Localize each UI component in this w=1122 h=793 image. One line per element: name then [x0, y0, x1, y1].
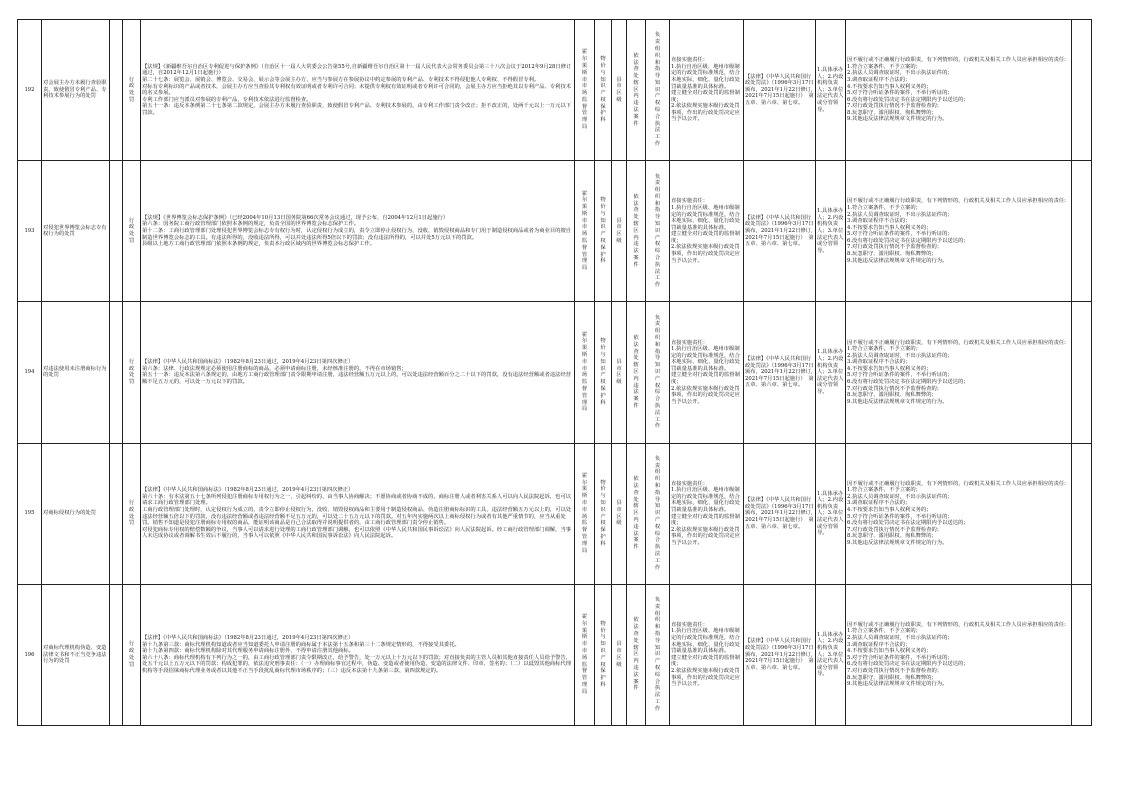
- implementing-agency: 霍尔果斯市市场监督管理局: [575, 443, 595, 584]
- responsible-unit: 物价与知识产权保护科: [595, 584, 612, 725]
- procedure-law: 【法律】《中华人民共和国行政处罚法》（1996年3月17日颁布，2021年1月22日修订,2021年7月15日起施行） 第五章、第六章、第七章。: [744, 443, 816, 584]
- liab-line: 1.符合立案条件，不予立案的；: [847, 487, 921, 494]
- item-type: 行政处罚: [123, 20, 141, 161]
- liab-line: 5.对于符合听证条件的案件，不举行听证的；: [847, 513, 953, 520]
- empty-cell: [1072, 161, 1092, 302]
- enforcement-scope: 依法查处辖区内违法案件: [627, 443, 646, 584]
- liab-line: 9.其他违反法律法规规章文件规定的行为。: [847, 116, 948, 123]
- basis-line: 第五十一条：违反本条例第二十七条第二款规定，会展主办方未履行查验职责，致使假冒专利产品、专利技术参展的，由专利工作部门责令改正；拒不改正的，处两千元以上一万元以下罚款。: [142, 103, 572, 116]
- proc-line: 建立健全对行政处罚的监督制度；: [671, 513, 740, 527]
- item-name: 对违法使用未注册商标行为的处罚: [42, 302, 110, 443]
- basis-line: 对侵犯商标专用权的赔偿数额的争议，当事人可以请求进行处理的工商行政管理部门调解，也可以依照《中华人民共和国民事诉讼法》向人民法院起诉。经工商行政管理部门调解，当事人未达成协议或者调解书生效后不履行的，当事人可以依照《中华人民共和国民事诉讼法》向人民法院起诉。: [142, 526, 572, 540]
- proc-line: 1.执行自治区级、地州市级制定的行政处罚标准规范，结合本地实际，细化、量化行政处罚裁量基准的具体标准。: [671, 487, 740, 514]
- basis-line: 县级以上地方工商行政管理部门依照本条例的规定，负责本行政区域内的世界博览会标志保护工作。: [142, 241, 376, 248]
- enforcement-scope: 依法查处辖区内违法案件: [627, 302, 646, 443]
- basis-line: 第五十一条：违反本法第六条规定的，由地方工商行政管理部门责令限期申请注册，违法经营额五万元以上的，可以处违法经营额百分之二十以下的罚款，没有违法经营额或者违法经营额不足五万元的，可以处一万元以下的罚款。: [142, 372, 572, 386]
- liab-line: 8.玩忽职守、滥用职权、徇私舞弊的；: [847, 674, 937, 681]
- liab-line: 5.对于符合听证条件的案件，不举行听证的；: [847, 654, 953, 661]
- enforcement-scope: 依法查处辖区内违法案件: [627, 161, 646, 302]
- proc-line: 2.依法依规实施本级行政处罚事项，作出的行政处罚决定应当予以公开。: [671, 526, 740, 547]
- empty-cell: [110, 584, 123, 725]
- liab-line: 7.对行政处罚执行情况不予监督检查的；: [847, 103, 943, 110]
- table-row: [18, 302, 1092, 443]
- liab-line: 7.对行政处罚执行情况不予监督检查的；: [847, 244, 943, 251]
- basis-line: 【法规】《世界博览会标志保护条例》（已经2004年10月13日国务院第66次常务会议通过，现予公布，自2004年12月1日起施行）: [142, 214, 449, 221]
- basis-line: 【法律】《中华人民共和国商标法》（1982年8月23日通过，2019年4月23日第四次修正）: [142, 635, 354, 642]
- empty-cell: [1072, 443, 1092, 584]
- liab-line: 3.调查取证程序不合法的；: [847, 218, 911, 225]
- basis-line: 第十九条第四款：商标代理机构除对其代理服务申请商标注册外，不得申请注册其他商标。: [142, 648, 354, 655]
- basis-line: 工商行政管理部门处理时，认定侵权行为成立的，责令立即停止侵权行为，没收、销毁侵权商品和主要用于制造侵权商品、伪造注册商标标识的工具，违法经营额五万元以上的，可以处违法经营额五倍以下的罚款，没有违法经营额或者违法经营额不足五万元的，可以处二十五万元以下的罚款。对五年内实施两次以上商标侵权行为或者有其他严重情节的，应当从重处罚。销售不知道是侵犯注册商标专用权的商品，能证明该商品是自己合法取得并说明提供者的，由工商行政管理部门责令停止销售。: [142, 507, 572, 527]
- responsibility-items: [670, 161, 744, 302]
- proc-line: 直接实施责任：: [671, 621, 709, 628]
- liability-list: [846, 20, 1072, 161]
- implementing-agency: 霍尔果斯市市场监督管理局: [575, 584, 595, 725]
- liab-line: 1.符合立案条件，不予立案的；: [847, 628, 921, 635]
- liab-line: 4.不按要求告知当事人权利义务的；: [847, 224, 932, 231]
- liab-line: 4.不按要求告知当事人权利义务的；: [847, 648, 932, 655]
- item-type: 行政处罚: [123, 584, 141, 725]
- item-name: 对商标侵权行为的处罚: [42, 443, 110, 584]
- responsible-persons: 1.具体承办人；2.内设机构负责人；3.单位法定代表人或分管领导。: [816, 584, 846, 725]
- admin-level: 县市区级: [612, 20, 627, 161]
- liab-line: 6.没有将行政处罚决定书在法定期限内予以送达的；: [847, 96, 969, 103]
- admin-level: 县市区级: [612, 584, 627, 725]
- liab-line: 7.对行政处罚执行情况不予监督检查的；: [847, 668, 943, 675]
- proc-line: 直接实施责任：: [671, 480, 709, 487]
- proc-line: 2.依法依规实施本级行政处罚事项，作出的行政处罚决定应当予以公开。: [671, 244, 740, 264]
- liab-line: 2.执法人员调查取证时，不出示执法证件的；: [847, 635, 953, 642]
- proc-line: 建立健全对行政处罚的监督制度；: [671, 372, 740, 386]
- duty-description: 负责组织和指导知识产权综合执法工作: [646, 443, 670, 584]
- responsible-unit: 物价与知识产权保护科: [595, 20, 612, 161]
- empty-cell: [110, 20, 123, 161]
- liab-line: 6.没有将行政处罚决定书在法定期限内予以送达的；: [847, 520, 969, 527]
- table-row: [18, 584, 1092, 725]
- row-number: 193: [18, 161, 42, 302]
- enforcement-scope: 依法查处辖区内违法案件: [627, 20, 646, 161]
- basis-line: 【法律】《中华人民共和国商标法》（1982年8月23日通过，2019年4月23日第四次修正）: [142, 359, 354, 366]
- implementing-agency: 霍尔果斯市市场监督管理局: [575, 161, 595, 302]
- item-name: 对商标代理机构伪造、变造法律文书和不正当竞争违法行为的处罚: [42, 584, 110, 725]
- liab-line: 因不履行或不正确履行行政职责，有下列情形的，行政机关及相关工作人员应承担相应的责任:: [847, 621, 1066, 628]
- responsible-persons: 1.具体承办人；2.内设机构负责人；3.单位法定代表人或分管领导。: [816, 302, 846, 443]
- liab-line: 8.玩忽职守、滥用职权、徇私舞弊的；: [847, 109, 937, 116]
- liab-line: 9.其他违反法律法规规章文件规定的行为。: [847, 257, 948, 264]
- duty-description: 负责组织和指导知识产权综合执法工作: [646, 584, 670, 725]
- liab-line: 2.执法人员调查取证时，不出示执法证件的；: [847, 493, 953, 500]
- proc-line: 2.依法依规实施本级行政处罚事项，作出的行政处罚决定应当予以公开。: [671, 103, 740, 123]
- table-row: [18, 20, 1092, 161]
- admin-level: 县市区级: [612, 161, 627, 302]
- proc-line: 1.执行自治区级、地州市级制定的行政处罚标准规范，结合本地实际，细化、量化行政处罚裁量基准的具体标准。: [671, 628, 740, 655]
- responsible-persons: 1.具体承办人；2.内设机构负责人；3.单位法定代表人或分管领导。: [816, 161, 846, 302]
- liab-line: 8.玩忽职守、滥用职权、徇私舞弊的；: [847, 392, 937, 399]
- item-name: 对会展主办方未履行查验职责，致使假冒专利产品、专利技术参展行为的处罚: [42, 20, 110, 161]
- proc-line: 1.执行自治区级、地州市级制定的行政处罚标准规范，结合本地实际，细化、量化行政处罚裁量基准的具体标准。: [671, 63, 740, 90]
- procedure-law: 【法律】《中华人民共和国行政处罚法》（1996年3月17日颁布，2021年1月22日修订,2021年7月15日起施行） 第五章、第六章、第七章。: [744, 161, 816, 302]
- liab-line: 9.其他违反法律法规规章文件规定的行为。: [847, 540, 948, 547]
- liab-line: 4.不按要求告知当事人权利义务的；: [847, 507, 932, 514]
- row-number: 194: [18, 302, 42, 443]
- empty-cell: [110, 302, 123, 443]
- row-number: 195: [18, 443, 42, 584]
- row-number: 196: [18, 584, 42, 725]
- responsibility-items: [670, 443, 744, 584]
- basis-line: 【法规】《新疆维吾尔自治区专利促进与保护条例》（自治区十一届人大常委会公告第55号,自新疆维吾尔自治区第十一届人民代表大会常务委员会第三十八次会议于2012年9月28日修订通过，自2012年12月1日起施行）: [142, 63, 572, 77]
- proc-line: 2.依法依规实施本级行政处罚事项，作出的行政处罚决定应当予以公开。: [671, 668, 740, 688]
- liab-line: 2.执法人员调查取证时，不出示执法证件的；: [847, 70, 953, 77]
- duty-description: 负责组织和指导知识产权综合执法工作: [646, 302, 670, 443]
- liability-list: [846, 302, 1072, 443]
- liab-line: 3.调查取证程序不合法的；: [847, 76, 911, 83]
- table-row: [18, 443, 1092, 584]
- liab-line: 因不履行或不正确履行行政职责，有下列情形的，行政机关及相关工作人员应承担相应的责任:: [847, 339, 1066, 346]
- liab-line: 6.没有将行政处罚决定书在法定期限内予以送达的；: [847, 379, 969, 386]
- row-number: 192: [18, 20, 42, 161]
- responsibility-items: [670, 20, 744, 161]
- procedure-law: 【法律】《中华人民共和国行政处罚法》（1996年3月17日颁布，2021年1月22日修订,2021年7月15日起施行） 第五章、第六章、第七章。: [744, 20, 816, 161]
- basis-line: 第六十八条：商标代理机构有下列行为之一的，由工商行政管理部门责令限期改正，给予警告，处一万元以上十万元以下的罚款；对直接负责的主管人员和其他直接责任人员给予警告，处五千元以上五万元以下的罚款；构成犯罪的，依法追究刑事责任：（一）办理商标事宜过程中，伪造、变造或者使用伪造、变造的法律文件、印章、签名的；（二）以诋毁其他商标代理机构等手段招徕商标代理业务或者以其他不正当手段扰乱商标代理市场秩序的；（三）违反本法第十九条第三款、第四款规定的。: [142, 654, 572, 675]
- basis-line: 第十二条：工商行政管理部门处理侵犯世界博览会标志专有权行为时，认定侵权行为成立的，责令立即停止侵权行为，没收、销毁侵权商品和专门用于制造侵权商品或者为商业目的擅自制造世界博览会标志的工具。有违法所得的，没收违法所得，可以并处违法所得5倍以下的罚款；没有违法所得的，可以并处5万元以下的罚款。: [142, 227, 572, 241]
- liab-line: 7.对行政处罚执行情况不予监督检查的；: [847, 385, 943, 392]
- admin-level: 县市区级: [612, 443, 627, 584]
- liab-line: 4.不按要求告知当事人权利义务的；: [847, 365, 932, 372]
- liab-line: 9.其他违反法律法规规章文件规定的行为。: [847, 398, 948, 405]
- liability-list: [846, 443, 1072, 584]
- proc-line: 建立健全对行政处罚的监督制度；: [671, 231, 740, 244]
- liab-line: 2.执法人员调查取证时，不出示执法证件的；: [847, 211, 953, 218]
- power-list-table: [17, 19, 1092, 726]
- basis-line: 第六条：法律、行政法规规定必须使用注册商标的商品，必须申请商标注册，未经核准注册的，不得在市场销售；: [142, 365, 407, 372]
- liab-line: 5.对于符合听证条件的案件，不举行听证的；: [847, 231, 953, 238]
- liab-line: 3.调查取证程序不合法的；: [847, 641, 911, 648]
- liab-line: 7.对行政处罚执行情况不予监督检查的；: [847, 526, 943, 533]
- liab-line: 8.玩忽职守、滥用职权、徇私舞弊的；: [847, 251, 937, 258]
- basis-line: 专利工作部门应当派员对参展的专利产品、专利技术依法进行监督检查。: [142, 96, 312, 103]
- liab-line: 因不履行或不正确履行行政职责，有下列情形的，行政机关及相关工作人员应承担相应的责任:: [847, 198, 1066, 205]
- enforcement-scope: 依法查处辖区内违法案件: [627, 584, 646, 725]
- implementing-agency: 霍尔果斯市市场监督管理局: [575, 20, 595, 161]
- basis-line: 第六条：国务院工商行政管理部门依照本条例的规定，负责全国的世界博览会标志保护工作。: [142, 221, 360, 228]
- liability-list: [846, 584, 1072, 725]
- proc-line: 1.执行自治区级、地州市级制定的行政处罚标准规范，结合本地实际，细化、量化行政处罚裁量基准的具体标准。: [671, 346, 740, 372]
- liab-line: 因不履行或不正确履行行政职责，有下列情形的，行政机关及相关工作人员应承担相应的责任:: [847, 57, 1066, 64]
- duty-description: 负责组织和指导知识产权综合执法工作: [646, 161, 670, 302]
- admin-level: 县市区级: [612, 302, 627, 443]
- liability-list: [846, 161, 1072, 302]
- basis-line: 第二十七条：展览会、展销会、博览会、交易会、展示会等会展主办方，应当与参展方在参展协议中约定参展的专利产品、专利技术不得侵犯他人专利权、不得假冒专利。: [142, 76, 540, 83]
- liab-line: 6.没有将行政处罚决定书在法定期限内予以送达的；: [847, 661, 969, 668]
- legal-basis: [141, 584, 575, 725]
- liab-line: 5.对于符合听证条件的案件，不举行听证的；: [847, 372, 953, 379]
- item-type: 行政处罚: [123, 161, 141, 302]
- empty-cell: [110, 161, 123, 302]
- proc-line: 2.依法依规实施本级行政处罚事项，作出的行政处罚决定应当予以公开。: [671, 385, 740, 405]
- basis-line: 【法律】《中华人民共和国商标法》（1982年8月23日通过，2019年4月23日第四次修正）: [142, 487, 354, 494]
- liab-line: 1.符合立案条件，不予立案的；: [847, 204, 921, 211]
- liab-line: 3.调查取证程序不合法的；: [847, 500, 911, 507]
- legal-basis: [141, 302, 575, 443]
- proc-line: 建立健全对行政处罚的监督制度；: [671, 654, 740, 668]
- basis-line: 对标有专利标识的产品或者技术，会展主办方应当查验其专利权有效证明或者专利许可合同；未提供专利权有效证明或者专利许可合同的，会展主办方应当拒绝其以专利产品、专利技术的名义参展。: [142, 83, 572, 97]
- liab-line: 1.符合立案条件，不予立案的；: [847, 346, 921, 353]
- liab-line: 2.执法人员调查取证时，不出示执法证件的；: [847, 352, 953, 359]
- liab-line: 4.不按要求告知当事人权利义务的；: [847, 83, 932, 90]
- item-type: 行政处罚: [123, 302, 141, 443]
- responsibility-items: [670, 584, 744, 725]
- legal-basis: [141, 443, 575, 584]
- responsible-persons: 1.具体承办人；2.内设机构负责人；3.单位法定代表人或分管领导。: [816, 20, 846, 161]
- duty-description: 负责组织和指导知识产权综合执法工作: [646, 20, 670, 161]
- procedure-law: 【法律】《中华人民共和国行政处罚法》（1996年3月17日颁布，2021年1月22日修订,2021年7月15日起施行） 第五章、第六章、第七章。: [744, 584, 816, 725]
- procedure-law: 【法律】《中华人民共和国行政处罚法》（1996年3月17日颁布，2021年1月22日修订,2021年7月15日起施行） 第五章、第六章、第七章。: [744, 302, 816, 443]
- proc-line: 直接实施责任：: [671, 339, 709, 346]
- liab-line: 9.其他违反法律法规规章文件规定的行为。: [847, 681, 948, 688]
- liab-line: 6.没有将行政处罚决定书在法定期限内予以送达的；: [847, 237, 969, 244]
- proc-line: 直接实施责任：: [671, 198, 709, 205]
- liab-line: 1.符合立案条件，不予立案的；: [847, 63, 921, 70]
- basis-line: 第十九条第三款：商标代理机构知道或者应当知道委托人申请注册的商标属于本法第十五条和第三十二条规定情形的，不得接受其委托。: [142, 641, 460, 648]
- responsible-unit: 物价与知识产权保护科: [595, 302, 612, 443]
- responsible-persons: 1.具体承办人；2.内设机构负责人；3.单位法定代表人或分管领导。: [816, 443, 846, 584]
- proc-line: 1.执行自治区级、地州市级制定的行政处罚标准规范，结合本地实际，细化、量化行政处罚裁量基准的具体标准。: [671, 204, 740, 231]
- liab-line: 8.玩忽职守、滥用职权、徇私舞弊的；: [847, 533, 937, 540]
- responsible-unit: 物价与知识产权保护科: [595, 443, 612, 584]
- liab-line: 3.调查取证程序不合法的；: [847, 359, 911, 366]
- responsible-unit: 物价与知识产权保护科: [595, 161, 612, 302]
- empty-cell: [1072, 302, 1092, 443]
- implementing-agency: 霍尔果斯市市场监督管理局: [575, 302, 595, 443]
- empty-cell: [110, 443, 123, 584]
- proc-line: 直接实施责任：: [671, 57, 709, 64]
- liab-line: 因不履行或不正确履行行政职责，有下列情形的，行政机关及相关工作人员应承担相应的责任:: [847, 480, 1066, 487]
- legal-basis: [141, 20, 575, 161]
- item-name: 对侵犯世界博览会标志专有权行为的处罚: [42, 161, 110, 302]
- liab-line: 5.对于符合听证条件的案件，不举行听证的；: [847, 90, 953, 97]
- legal-basis: [141, 161, 575, 302]
- item-type: 行政处罚: [123, 443, 141, 584]
- proc-line: 建立健全对行政处罚的监督制度；: [671, 90, 740, 103]
- table-row: [18, 161, 1092, 302]
- empty-cell: [1072, 20, 1092, 161]
- basis-line: 第六十条：有本法第五十七条所列侵犯注册商标专用权行为之一，引起纠纷的，由当事人协商解决；不愿协商或者协商不成的，商标注册人或者利害关系人可以向人民法院起诉，也可以请求工商行政管理部门处理。: [142, 493, 572, 507]
- responsibility-items: [670, 302, 744, 443]
- empty-cell: [1072, 584, 1092, 725]
